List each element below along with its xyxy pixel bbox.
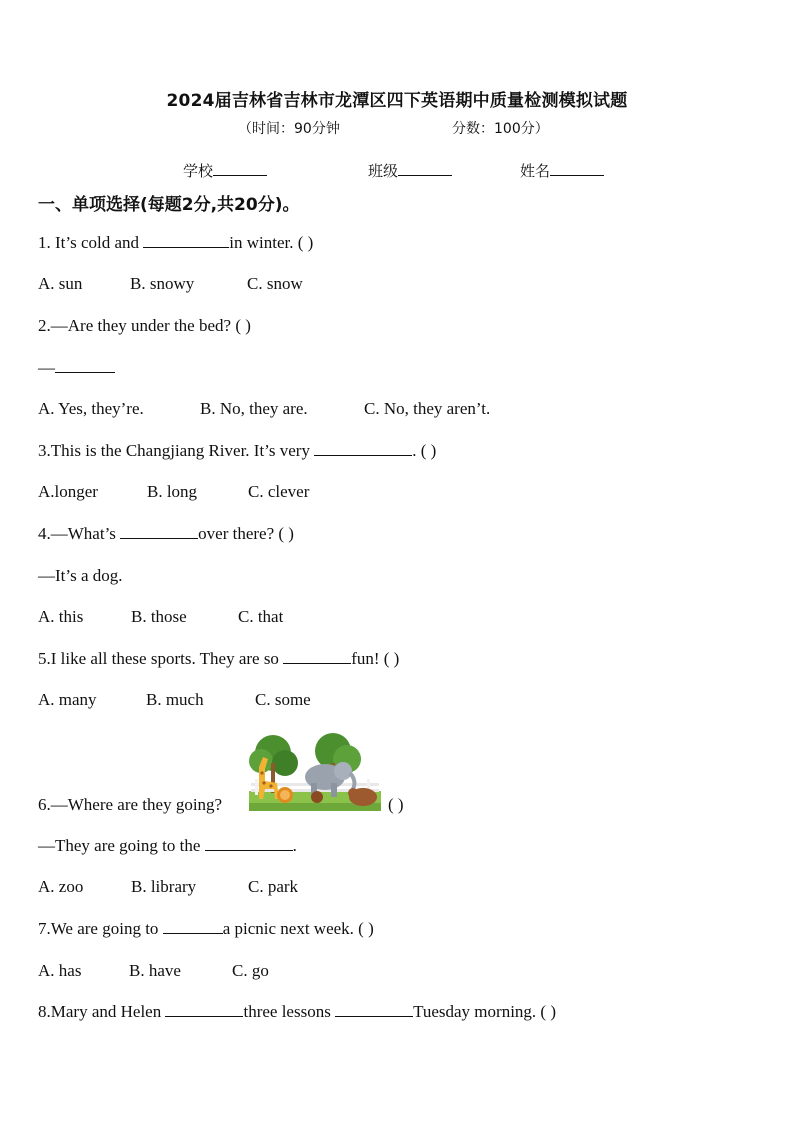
option-c: C. that (238, 607, 284, 626)
answer-blank (205, 836, 293, 851)
option-b: B. long (147, 482, 198, 501)
question-4: 4.—What’s over there? ( ) (38, 524, 294, 543)
question-5: 5.I like all these sports. They are so fun! ( ) (38, 649, 400, 668)
option-c: C. park (248, 877, 299, 896)
question-4-options (38, 607, 283, 627)
question-1-options (38, 274, 303, 294)
option-a: A. zoo (38, 877, 84, 896)
option-b: B. snowy (130, 274, 195, 293)
answer-blank (163, 919, 223, 934)
time-label: （时间：90分钟 (238, 121, 340, 137)
answer-blank (143, 233, 229, 248)
class-field (368, 160, 452, 181)
question-3-options (38, 482, 309, 502)
option-c: C. some (255, 690, 311, 709)
question-2-options (38, 399, 490, 419)
name-label: 姓名 (520, 162, 551, 180)
question-6-answer: —They are going to the . (38, 836, 297, 855)
answer-blank (283, 649, 351, 664)
school-label: 学校 (183, 162, 214, 180)
zoo-animals-illustration-icon (247, 733, 382, 813)
school-field (183, 160, 267, 181)
name-field (520, 160, 604, 181)
score-label: 分数：100分） (452, 121, 549, 137)
option-a: A. Yes, they’re. (38, 399, 144, 418)
option-a: A. this (38, 607, 84, 626)
class-label: 班级 (368, 162, 399, 180)
option-c: C. clever (248, 482, 310, 501)
section-heading: 一、单项选择(每题2分,共20分)。 (38, 195, 300, 215)
option-c: C. No, they aren’t. (364, 399, 491, 418)
answer-blank (314, 441, 412, 456)
option-c: C. go (232, 961, 269, 980)
question-7: 7.We are going to a picnic next week. ( ) (38, 919, 374, 938)
name-blank (550, 161, 604, 176)
question-6-bracket: ( ) (388, 795, 404, 814)
question-6: 6.—Where are they going? (38, 795, 223, 814)
question-2-answer: — (38, 358, 115, 378)
option-c: C. snow (247, 274, 303, 293)
question-8: 8.Mary and Helen three lessons Tuesday morning. ( ) (38, 1002, 556, 1021)
answer-blank (165, 1002, 243, 1017)
option-b: B. much (146, 690, 204, 709)
answer-blank (55, 358, 115, 373)
option-a: A. many (38, 690, 97, 709)
question-6-options (38, 877, 298, 897)
class-blank (398, 161, 452, 176)
option-b: B. those (131, 607, 187, 626)
question-5-options (38, 690, 311, 710)
question-1: 1. It’s cold and in winter. ( ) (38, 233, 314, 252)
school-blank (213, 161, 267, 176)
question-3: 3.This is the Changjiang River. It’s very . ( ) (38, 441, 437, 460)
page-title: 2024届吉林省吉林市龙潭区四下英语期中质量检测模拟试题 (166, 91, 628, 111)
option-b: B. No, they are. (200, 399, 308, 418)
answer-blank (335, 1002, 413, 1017)
question-4-answer: —It’s a dog. (38, 566, 123, 585)
answer-blank (120, 524, 198, 539)
option-b: B. have (129, 961, 181, 980)
option-b: B. library (131, 877, 197, 896)
question-7-options (38, 961, 269, 981)
option-a: A. sun (38, 274, 83, 293)
question-2: 2.—Are they under the bed? ( ) (38, 316, 251, 335)
option-a: A. has (38, 961, 82, 980)
option-a: A.longer (38, 482, 98, 501)
